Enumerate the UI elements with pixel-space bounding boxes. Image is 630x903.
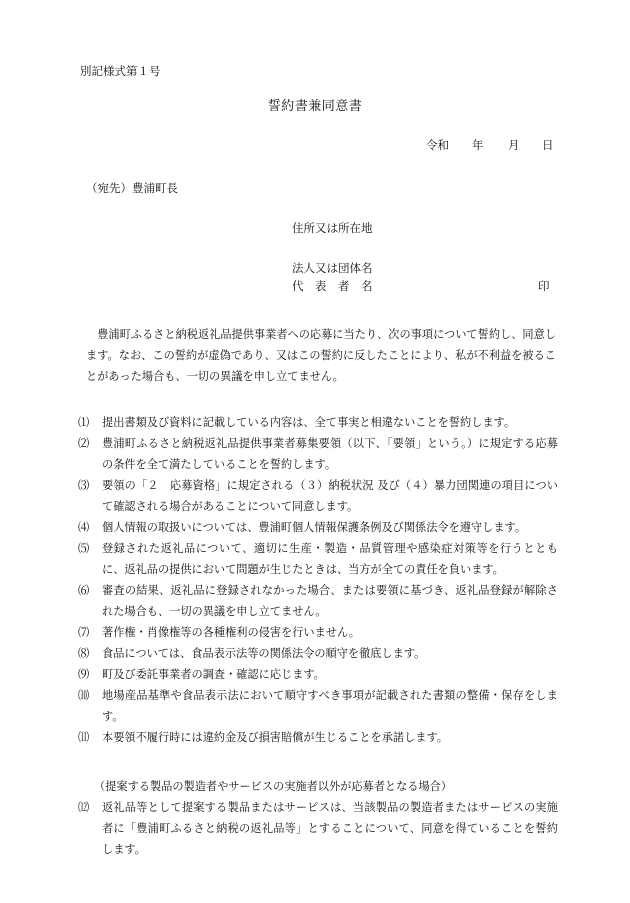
conditional-section [78,776,558,860]
seal-mark: 印 [538,279,550,293]
item-number: ⑽ [78,689,90,702]
pledge-item [78,622,558,643]
pledge-item [78,538,558,580]
item-number: ⑶ [78,479,90,492]
item-text: 町及び委託事業者の調査・確認に応じます。 [102,668,325,681]
item-text: 要領の「２ 応募資格」に規定される（３）納税状況 及び（４）暴力団関連の項目について確認される場合があることについて同意します。 [102,479,558,513]
date-month: 月 [508,138,520,152]
pledge-item [78,727,558,748]
representative-name-label: 代 表 者 名 [292,279,373,293]
conditional-heading: （提案する製品の製造者やサービスの実施者以外が応募者となる場合） [94,780,453,793]
pledge-item [78,643,558,664]
item-number: ⑾ [78,731,90,744]
pledge-item [78,797,558,860]
pledge-item [78,433,558,475]
intro-paragraph: 豊浦町ふるさと納税返礼品提供事業者への応募に当たり、次の事項について誓約し、同意します。なお、この誓約が虚偽であり、又はこの誓約に反したことにより、私が不利益を被ることがあった場合も、一切の異議を申し立てません。 [86,328,556,383]
item-text: 返礼品等として提案する製品またはサービスは、当該製品の製造者またはサービスの実施者に「豊浦町ふるさと納税の返礼品等」とすることについて、同意を得ていることを誓約します。 [102,801,558,856]
document-title: 誓約書兼同意書 [267,99,363,114]
item-number: ⑵ [78,437,90,450]
item-text: 本要領不履行時には違約金及び損害賠償が生じることを承諾します。 [102,731,448,744]
pledge-list [78,412,558,748]
item-number: ⑷ [78,521,90,534]
pledge-item [78,412,558,433]
form-number: 別記様式第１号 [80,64,161,78]
item-number: ⑺ [78,626,90,639]
pledge-item [78,685,558,727]
item-number: ⑴ [78,416,90,429]
item-text: 食品については、食品表示法等の関係法令の順守を徹底します。 [102,647,426,660]
pledge-item [78,517,558,538]
item-number: ⑸ [78,542,90,555]
item-number: ⑿ [78,801,90,814]
item-text: 提出書類及び資料に記載している内容は、全て事実と相違ないことを誓約します。 [102,416,516,429]
item-text: 個人情報の取扱いについては、豊浦町個人情報保護条例及び関係法令を遵守します。 [102,521,527,534]
item-text: 審査の結果、返礼品に登録されなかった場合、または要領に基づき、返礼品登録が解除された場合も、一切の異議を申し立てません。 [102,584,558,618]
item-number: ⑼ [78,668,90,681]
item-number: ⑹ [78,584,90,597]
pledge-item [78,664,558,685]
organization-name-label: 法人又は団体名 [292,261,373,275]
item-text: 著作権・肖像権等の各種権利の侵害を行いません。 [102,626,360,639]
date-year: 年 [472,138,484,152]
pledge-item [78,580,558,622]
address-label: 住所又は所在地 [292,221,373,235]
item-text: 登録された返礼品について、適切に生産・製造・品質管理や感染症対策等を行うとともに、返礼品の提供において問題が生じたときは、当方が全ての責任を負います。 [102,542,558,576]
date-era: 令和 [426,138,449,152]
item-text: 地場産品基準や食品表示法において順守すべき事項が記載された書類の整備・保存をします。 [102,689,558,723]
date-day: 日 [542,138,554,152]
pledge-item [78,475,558,517]
addressee: （宛先）豊浦町長 [86,181,178,195]
item-number: ⑻ [78,647,90,660]
item-text: 豊浦町ふるさと納税返礼品提供事業者募集要領（以下、「要領」という。）に規定する応募の条件を全て満たしていることを誓約します。 [102,437,558,471]
